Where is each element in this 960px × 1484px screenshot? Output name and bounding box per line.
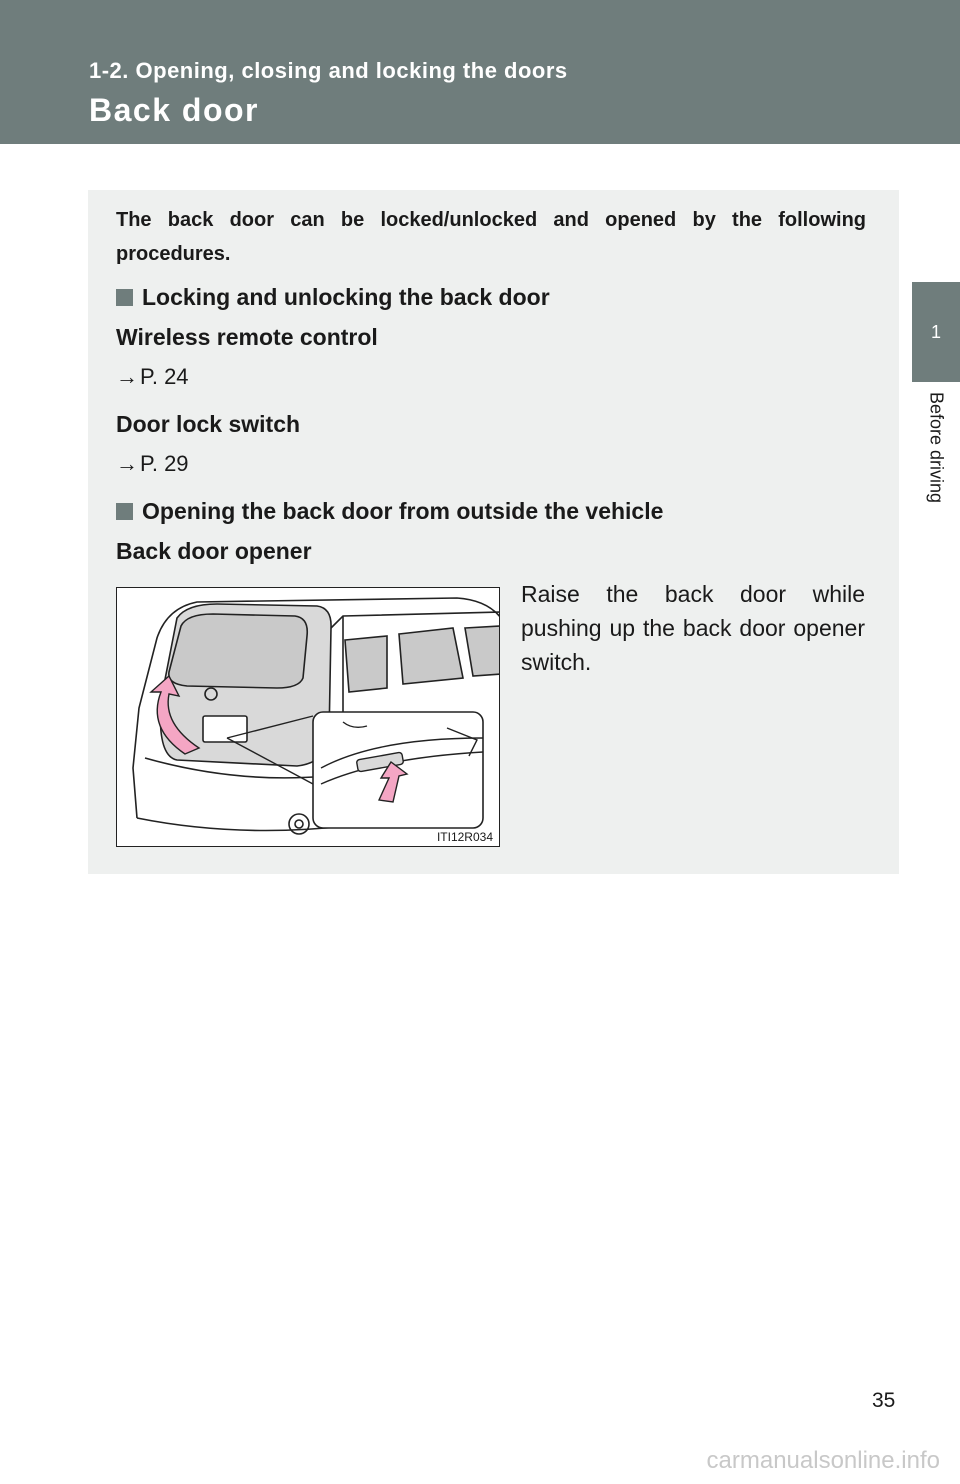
- arrow-right-icon: →: [116, 364, 138, 389]
- heading-locking: [116, 284, 550, 311]
- subheading-wireless-remote: Wireless remote control: [116, 324, 378, 350]
- chapter-number: 1: [930, 321, 941, 342]
- page-number: 35: [872, 1389, 896, 1412]
- page-reference-29[interactable]: [116, 451, 189, 477]
- heading-opening: [116, 498, 663, 525]
- arrow-right-icon: →: [116, 451, 138, 476]
- vehicle-rear-drawing: [117, 588, 500, 847]
- page-reference-24[interactable]: [116, 364, 189, 390]
- subheading-back-door-opener: Back door opener: [116, 538, 312, 564]
- back-door-illustration: [116, 587, 500, 847]
- square-bullet-icon: [116, 289, 133, 306]
- page-reference-29-text: P. 29: [140, 451, 189, 476]
- figure-code: ITI12R034: [436, 830, 493, 844]
- heading-locking-text: Locking and unlocking the back door: [142, 284, 550, 310]
- heading-opening-text: Opening the back door from outside the vehicle: [142, 498, 664, 524]
- page-reference-24-text: P. 24: [140, 364, 189, 389]
- subheading-door-lock-switch: Door lock switch: [116, 411, 301, 437]
- section-label: 1-2. Opening, closing and locking the doors: [89, 58, 568, 83]
- watermark: carmanualsonline.info: [706, 1447, 940, 1474]
- chapter-label: Before driving: [926, 392, 947, 504]
- page-title: Back door: [89, 92, 259, 128]
- square-bullet-icon: [116, 503, 133, 520]
- intro-text: The back door can be locked/unlocked and opened by the following procedures.: [116, 209, 866, 265]
- chapter-tab-label: [912, 392, 960, 542]
- instruction-text: Raise the back door while pushing up the back door opener switch.: [521, 581, 865, 675]
- chapter-tab[interactable]: [912, 282, 960, 382]
